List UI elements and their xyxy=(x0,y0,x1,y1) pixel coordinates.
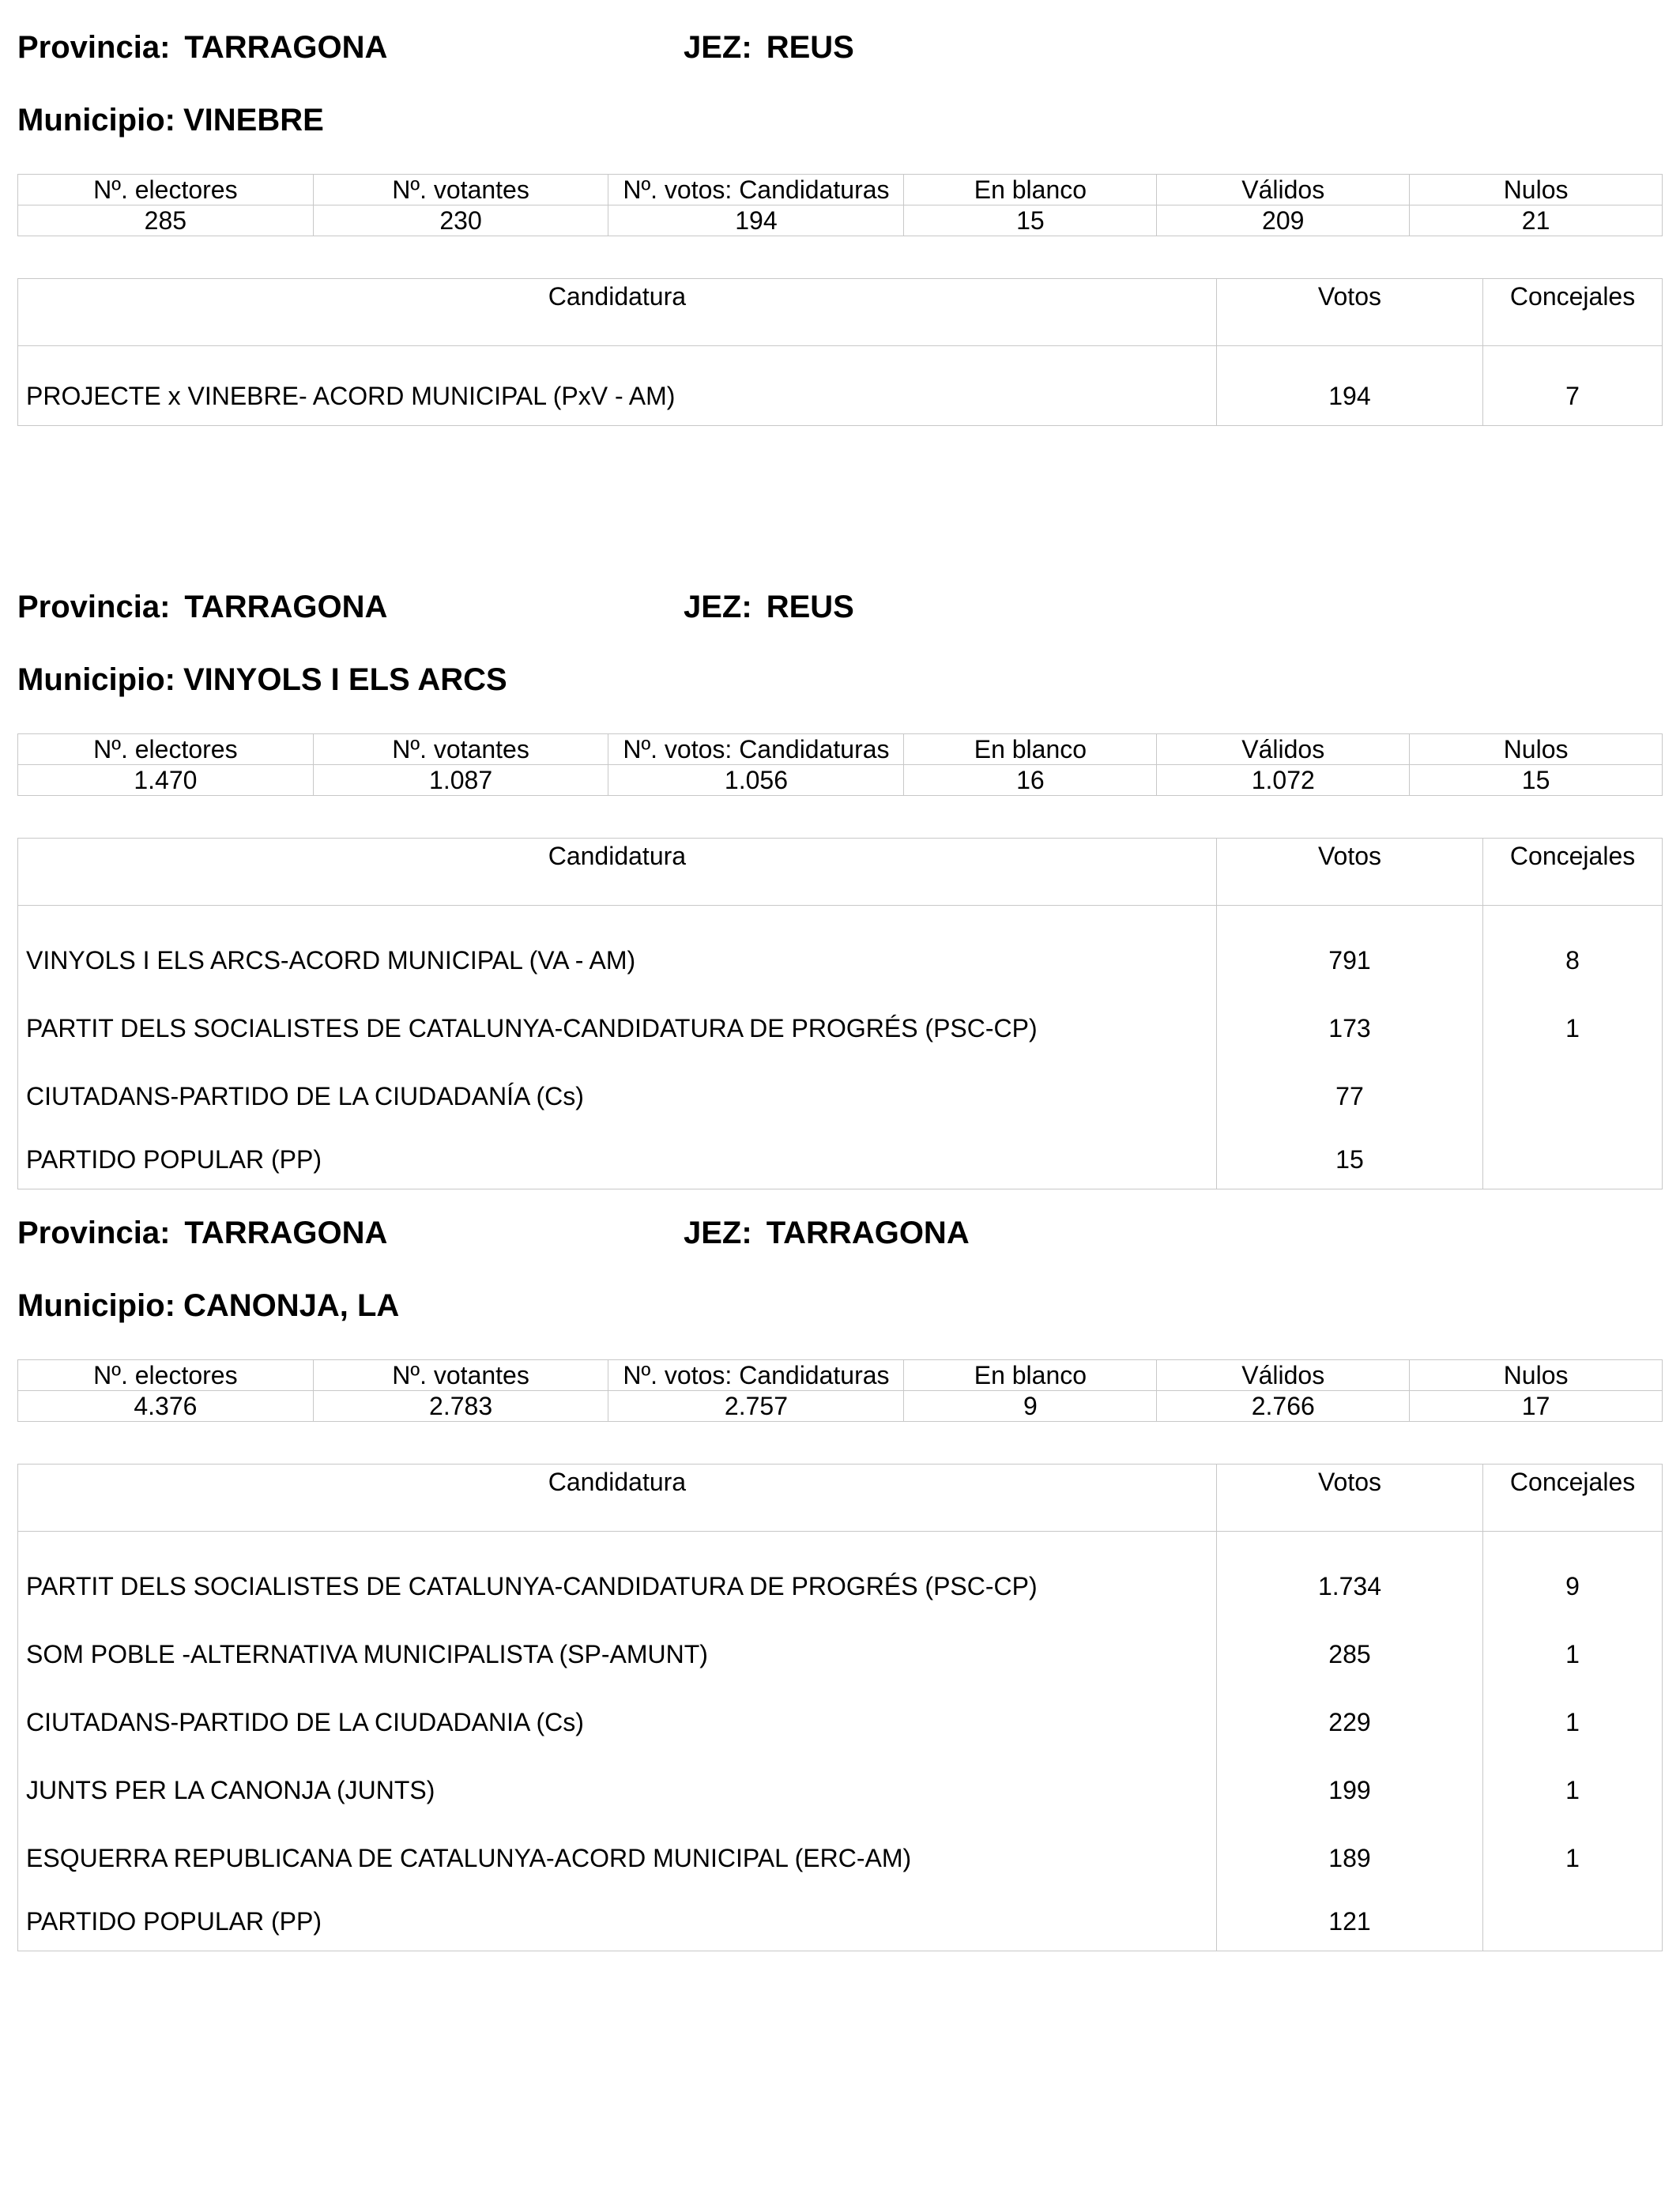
municipio-heading xyxy=(17,103,324,138)
candidate-row xyxy=(18,1062,1663,1130)
stat-header: Nº. votantes xyxy=(313,175,608,205)
stats-header-row xyxy=(18,734,1663,765)
stat-header: Nulos xyxy=(1410,1360,1663,1391)
concejales-header: Concejales xyxy=(1483,1465,1663,1532)
stat-header: Nº. votantes xyxy=(313,1360,608,1391)
stat-value: 15 xyxy=(904,205,1157,236)
jez-label: JEZ: xyxy=(684,30,752,65)
stat-header: Nº. votos: Candidaturas xyxy=(608,734,904,765)
stat-value: 1.056 xyxy=(608,765,904,796)
jez-heading xyxy=(684,590,854,625)
stat-value: 1.087 xyxy=(313,765,608,796)
candidate-votos: 194 xyxy=(1216,346,1482,426)
candidate-votos: 1.734 xyxy=(1216,1532,1482,1621)
stat-value: 209 xyxy=(1157,205,1410,236)
section-header xyxy=(17,24,1663,71)
stat-value: 21 xyxy=(1410,205,1663,236)
provincia-label: Provincia: xyxy=(17,1216,171,1250)
candidate-name: PARTIT DELS SOCIALISTES DE CATALUNYA-CANDIDATURA DE PROGRÉS (PSC-CP) xyxy=(18,1532,1217,1621)
provincia-label: Provincia: xyxy=(17,590,171,624)
stat-header: Válidos xyxy=(1157,734,1410,765)
provincia-heading xyxy=(17,590,387,625)
jez-value: REUS xyxy=(766,590,854,624)
stat-header: Nulos xyxy=(1410,175,1663,205)
candidatura-header: Candidatura xyxy=(18,839,1217,906)
stat-header: Nº. votantes xyxy=(313,734,608,765)
municipio-heading xyxy=(17,1288,399,1324)
municipio-label: Municipio: xyxy=(17,662,175,697)
stat-header: Nº. electores xyxy=(18,175,314,205)
candidate-name: VINYOLS I ELS ARCS-ACORD MUNICIPAL (VA - AM) xyxy=(18,906,1217,995)
stats-value-row xyxy=(18,1391,1663,1422)
candidate-concejales xyxy=(1483,1062,1663,1130)
stats-value-row xyxy=(18,765,1663,796)
section-header xyxy=(17,583,1663,631)
candidate-row xyxy=(18,1892,1663,1951)
candidate-row xyxy=(18,1532,1663,1621)
stat-header: Nº. votos: Candidaturas xyxy=(608,1360,904,1391)
stats-table xyxy=(17,733,1663,796)
stat-header: En blanco xyxy=(904,1360,1157,1391)
jez-heading xyxy=(684,1216,970,1251)
candidate-concejales: 9 xyxy=(1483,1532,1663,1621)
stats-table xyxy=(17,1359,1663,1422)
candidate-row xyxy=(18,1688,1663,1756)
votos-header: Votos xyxy=(1216,279,1482,346)
candidate-votos: 121 xyxy=(1216,1892,1482,1951)
section-header xyxy=(17,1209,1663,1257)
municipio-heading xyxy=(17,662,507,698)
candidate-row xyxy=(18,1756,1663,1824)
candidate-concejales: 1 xyxy=(1483,1824,1663,1892)
candidates-header-row xyxy=(18,1465,1663,1532)
candidate-name: SOM POBLE -ALTERNATIVA MUNICIPALISTA (SP-AMUNT) xyxy=(18,1620,1217,1688)
stat-value: 15 xyxy=(1410,765,1663,796)
votos-header: Votos xyxy=(1216,1465,1482,1532)
candidate-row xyxy=(18,1620,1663,1688)
stats-value-row xyxy=(18,205,1663,236)
candidates-table xyxy=(17,838,1663,1189)
candidate-row xyxy=(18,906,1663,995)
provincia-heading xyxy=(17,30,387,66)
municipio-value: VINEBRE xyxy=(183,103,324,138)
stat-header: En blanco xyxy=(904,734,1157,765)
stat-value: 194 xyxy=(608,205,904,236)
stat-header: Nº. votos: Candidaturas xyxy=(608,175,904,205)
municipality-section-vinebre xyxy=(17,24,1663,410)
stat-header: Válidos xyxy=(1157,175,1410,205)
candidate-name: PROJECTE x VINEBRE- ACORD MUNICIPAL (PxV - AM) xyxy=(18,346,1217,426)
stats-table xyxy=(17,174,1663,236)
stat-value: 2.757 xyxy=(608,1391,904,1422)
concejales-header: Concejales xyxy=(1483,839,1663,906)
candidates-header-row xyxy=(18,839,1663,906)
stat-value: 9 xyxy=(904,1391,1157,1422)
candidate-name: PARTIDO POPULAR (PP) xyxy=(18,1892,1217,1951)
concejales-header: Concejales xyxy=(1483,279,1663,346)
candidate-name: PARTIDO POPULAR (PP) xyxy=(18,1130,1217,1189)
candidate-concejales: 8 xyxy=(1483,906,1663,995)
candidate-row xyxy=(18,994,1663,1062)
candidate-name: CIUTADANS-PARTIDO DE LA CIUDADANIA (Cs) xyxy=(18,1688,1217,1756)
stat-value: 1.072 xyxy=(1157,765,1410,796)
provincia-label: Provincia: xyxy=(17,30,171,65)
stat-value: 17 xyxy=(1410,1391,1663,1422)
candidatura-header: Candidatura xyxy=(18,279,1217,346)
stats-header-row xyxy=(18,175,1663,205)
candidate-votos: 15 xyxy=(1216,1130,1482,1189)
provincia-value: TARRAGONA xyxy=(184,590,388,624)
municipio-value: VINYOLS I ELS ARCS xyxy=(183,662,507,697)
candidates-table xyxy=(17,1464,1663,1951)
candidate-votos: 791 xyxy=(1216,906,1482,995)
candidate-concejales: 7 xyxy=(1483,346,1663,426)
candidatura-header: Candidatura xyxy=(18,1465,1217,1532)
candidate-votos: 189 xyxy=(1216,1824,1482,1892)
jez-value: REUS xyxy=(766,30,854,65)
municipio-label: Municipio: xyxy=(17,103,175,138)
stat-header: Nº. electores xyxy=(18,1360,314,1391)
candidate-name: PARTIT DELS SOCIALISTES DE CATALUNYA-CANDIDATURA DE PROGRÉS (PSC-CP) xyxy=(18,994,1217,1062)
candidate-concejales: 1 xyxy=(1483,1620,1663,1688)
candidate-concejales xyxy=(1483,1892,1663,1951)
candidate-votos: 199 xyxy=(1216,1756,1482,1824)
stat-value: 2.783 xyxy=(313,1391,608,1422)
stat-value: 1.470 xyxy=(18,765,314,796)
candidate-votos: 229 xyxy=(1216,1688,1482,1756)
provincia-value: TARRAGONA xyxy=(184,1216,388,1250)
jez-value: TARRAGONA xyxy=(766,1216,970,1250)
municipality-section-canonja xyxy=(17,1209,1663,1936)
candidate-name: CIUTADANS-PARTIDO DE LA CIUDADANÍA (Cs) xyxy=(18,1062,1217,1130)
jez-heading xyxy=(684,30,854,66)
candidate-concejales: 1 xyxy=(1483,1756,1663,1824)
stat-header: Nulos xyxy=(1410,734,1663,765)
candidate-votos: 285 xyxy=(1216,1620,1482,1688)
votos-header: Votos xyxy=(1216,839,1482,906)
candidate-votos: 173 xyxy=(1216,994,1482,1062)
jez-label: JEZ: xyxy=(684,1216,752,1250)
municipio-value: CANONJA, LA xyxy=(183,1288,400,1323)
stat-value: 230 xyxy=(313,205,608,236)
provincia-value: TARRAGONA xyxy=(184,30,388,65)
municipio-label: Municipio: xyxy=(17,1288,175,1323)
candidate-name: ESQUERRA REPUBLICANA DE CATALUNYA-ACORD MUNICIPAL (ERC-AM) xyxy=(18,1824,1217,1892)
stat-header: En blanco xyxy=(904,175,1157,205)
candidate-row xyxy=(18,1824,1663,1892)
stat-value: 4.376 xyxy=(18,1391,314,1422)
stat-value: 16 xyxy=(904,765,1157,796)
stats-header-row xyxy=(18,1360,1663,1391)
candidates-header-row xyxy=(18,279,1663,346)
stat-value: 2.766 xyxy=(1157,1391,1410,1422)
candidate-row xyxy=(18,1130,1663,1189)
candidates-table xyxy=(17,278,1663,426)
candidate-name: JUNTS PER LA CANONJA (JUNTS) xyxy=(18,1756,1217,1824)
candidate-concejales xyxy=(1483,1130,1663,1189)
stat-value: 285 xyxy=(18,205,314,236)
candidate-row xyxy=(18,346,1663,426)
candidate-concejales: 1 xyxy=(1483,994,1663,1062)
candidate-concejales: 1 xyxy=(1483,1688,1663,1756)
candidate-votos: 77 xyxy=(1216,1062,1482,1130)
stat-header: Nº. electores xyxy=(18,734,314,765)
provincia-heading xyxy=(17,1216,387,1251)
stat-header: Válidos xyxy=(1157,1360,1410,1391)
municipality-section-vinyols xyxy=(17,583,1663,1174)
jez-label: JEZ: xyxy=(684,590,752,624)
